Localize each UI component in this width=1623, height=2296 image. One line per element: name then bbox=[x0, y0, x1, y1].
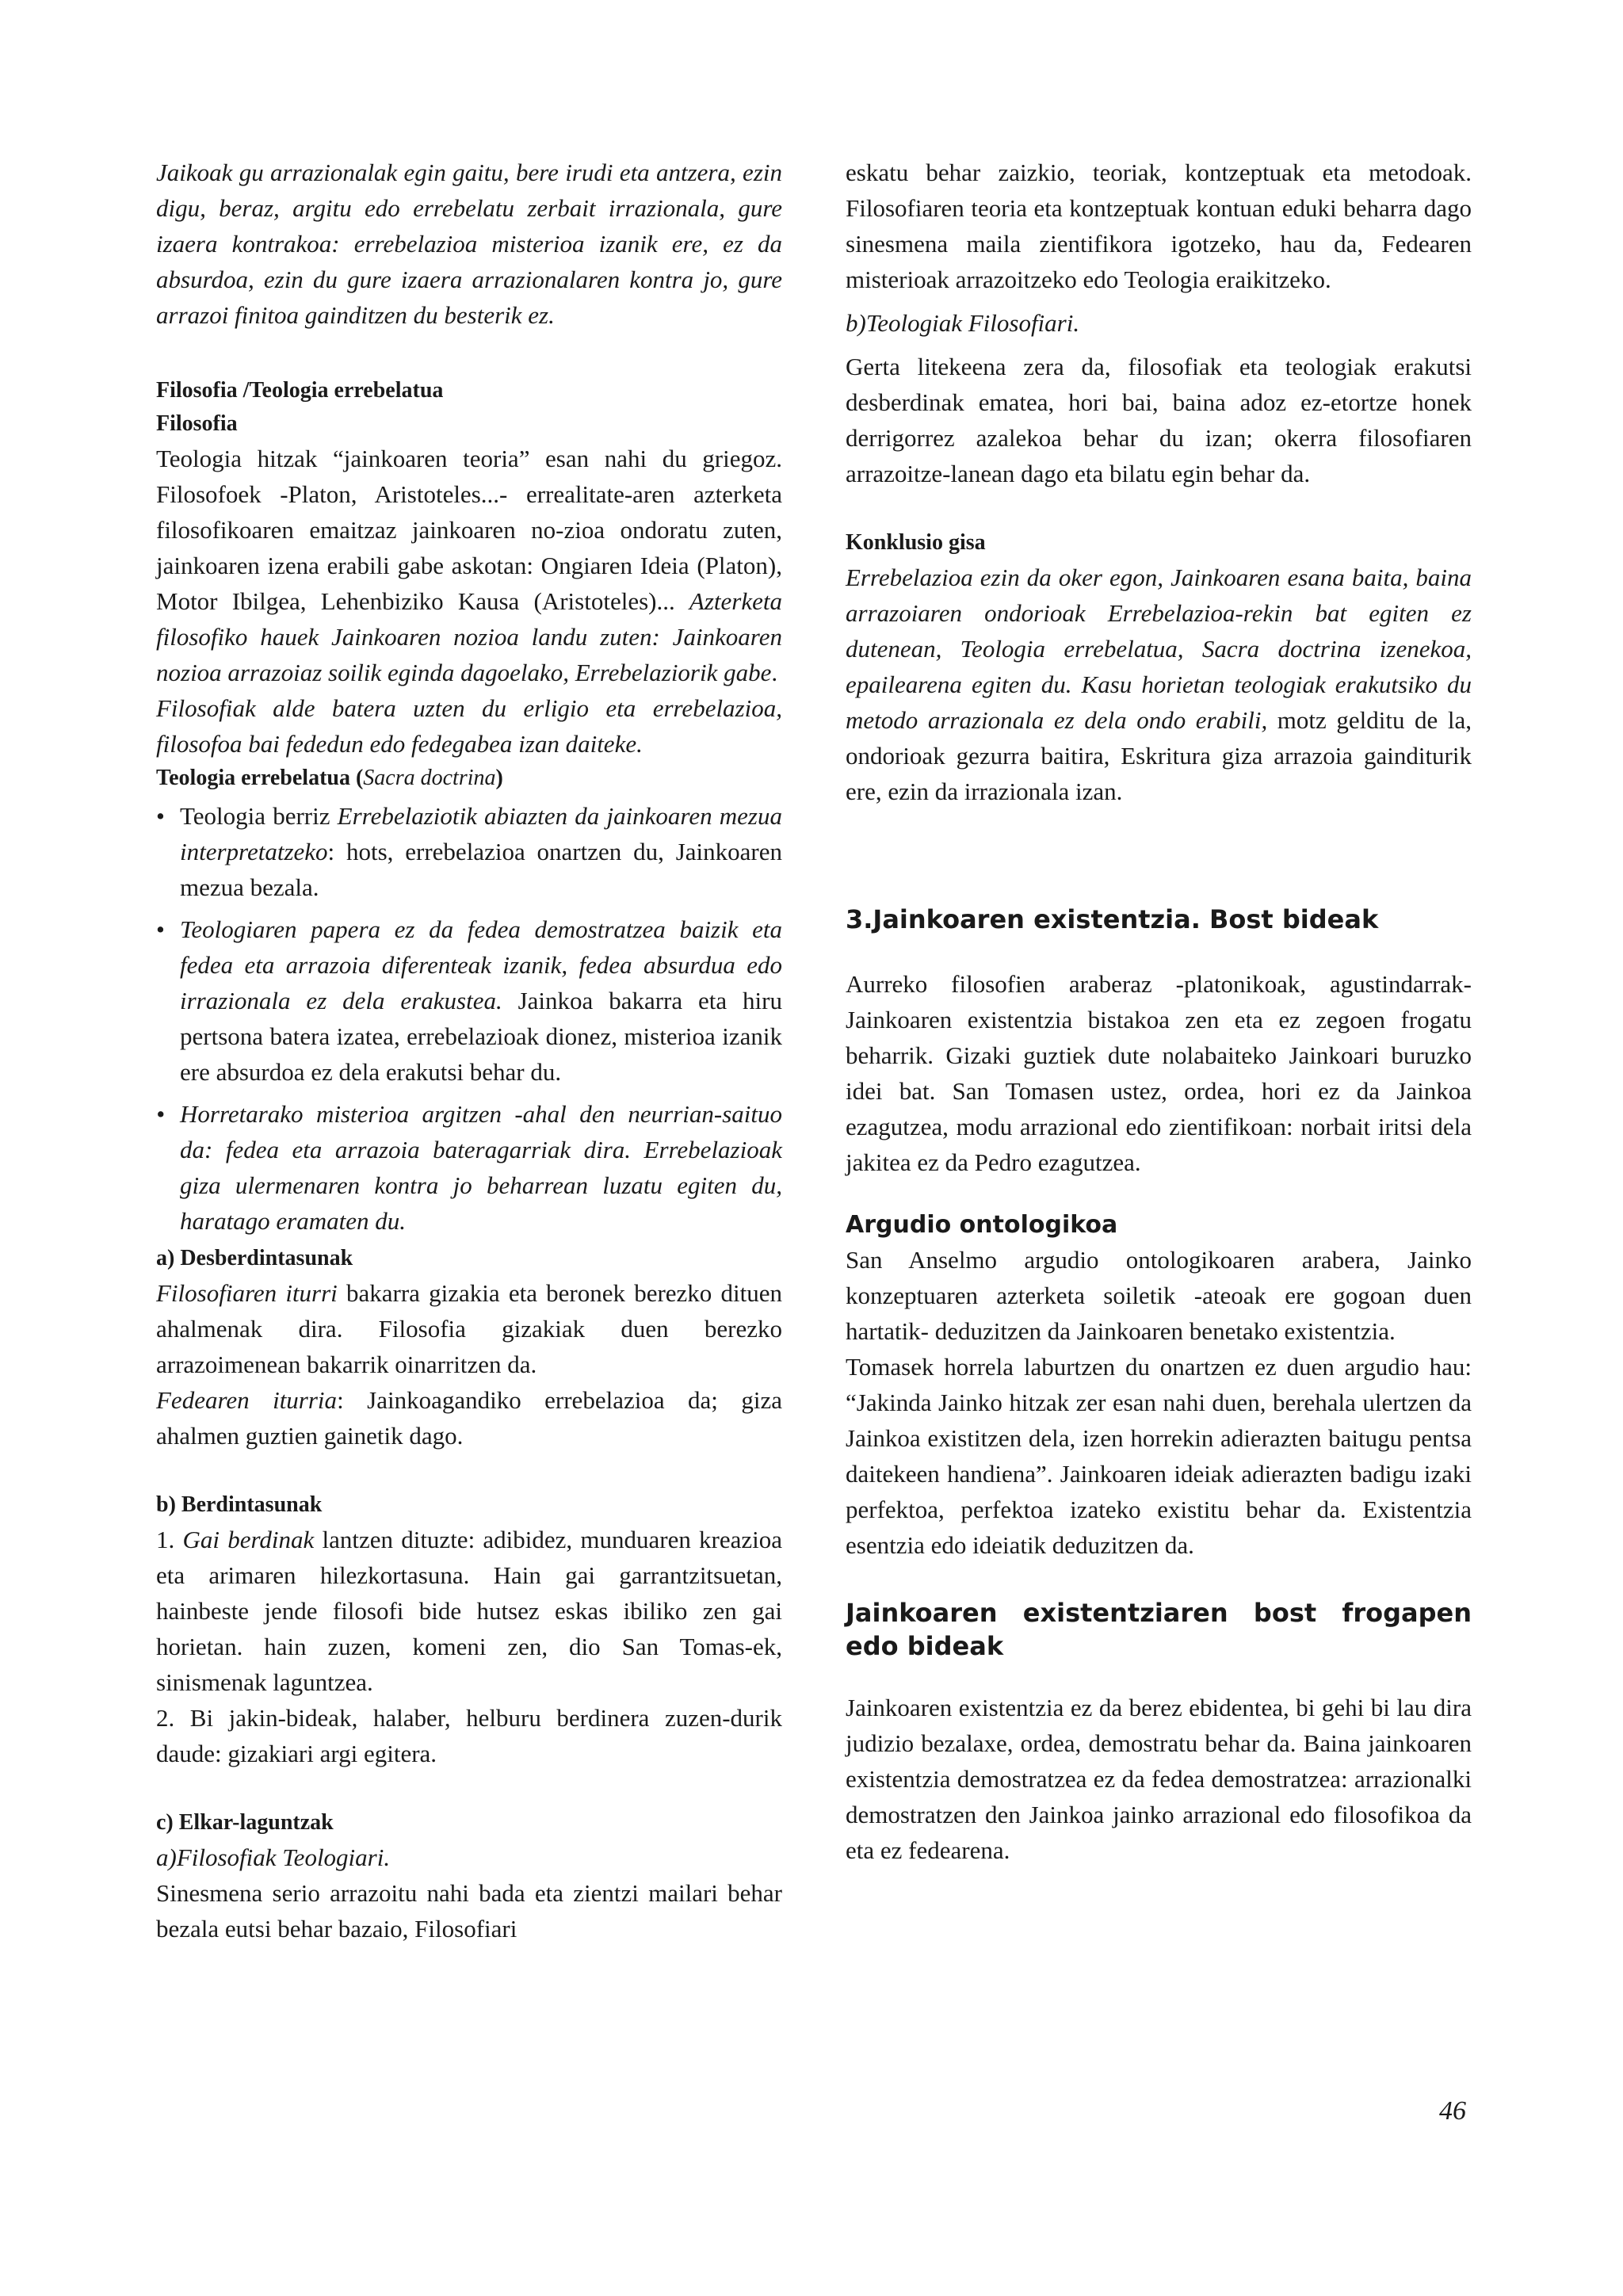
page-number: 46 bbox=[1439, 2096, 1466, 2126]
berdintasunak-paragraph-2: 2. Bi jakin-bideak, halaber, helburu berdinera zuzen-durik daude: gizakiari argi egitera. bbox=[156, 1704, 782, 1767]
heading-desberdintasunak: a) Desberdintasunak bbox=[156, 1246, 353, 1270]
section-3-paragraph: Aurreko filosofien araberaz -platonikoak, agustindarrak- Jainkoaren existentzia bistakoa zen eta ez zegoen frogatu beharrik. Gizaki guztiek dute nolabaiteko Jainkoari buruzko idei bat. San Tomasen ustez, ordea, hori ez da Jainkoa ezagutzea, modu arrazional edo zientifikoan: norbait iritsi dela jakitea ez da Pedro ezagutzea. bbox=[846, 970, 1472, 1176]
heading-filosofia: Filosofia bbox=[156, 411, 238, 436]
ontologikoa-title: Argudio ontologikoa bbox=[846, 1211, 1118, 1239]
elkar-laguntzak-subheading-a: a)Filosofiak Teologiari. bbox=[156, 1843, 391, 1871]
bost-bideak-paragraph: Jainkoaren existentzia ez da berez ebidentea, bi gehi bi lau dira judizio bezalaxe, ordea, demostratu behar da. Baina jainkoaren existentzia demostratzea ez da fedea demostratzea: arrazionalki demostratzen den Jainkoa jainko arrazional edo filosofikoa da eta ez fedearena. bbox=[846, 1694, 1472, 1864]
list-item: • Teologia berriz Errebelaziotik abiazten da jainkoaren mezua interpretatzeko: hots, errebelazioa onartzen du, Jainkoaren mezua bezala. bbox=[156, 798, 782, 905]
left-column bbox=[156, 155, 782, 1946]
heading-teologia: Teologia errebelatua (Sacra doctrina) bbox=[156, 766, 503, 790]
heading-konklusio: Konklusio gisa bbox=[846, 530, 986, 555]
desberdintasunak-paragraph-2: Fedearen iturria: Jainkoagandiko errebelazioa da; giza ahalmen guztien gainetik dago. bbox=[156, 1386, 782, 1450]
right-column bbox=[846, 155, 1472, 1868]
intro-quote: Jaikoak gu arrazionalak egin gaitu, bere irudi eta antzera, ezin digu, beraz, argitu edo errebelatu zerbait irrazionala, gure izaera kontrakoa: errebelazioa misterioa izanik ere, ez da absurdoa, ezin du gure izaera arrazionalaren kontra jo, gure arrazoi finitoa gainditzen du besterik ez. bbox=[156, 159, 782, 329]
heading-berdintasunak: b) Berdintasunak bbox=[156, 1492, 323, 1517]
teologiak-filosofiari-paragraph: Gerta litekeena zera da, filosofiak eta teologiak erakutsi desberdinak ematea, hori bai, baina adoz ez-etortze honek derrigorrez azalekoa behar du izan; okerra filosofiaren arrazoitze-lanean dago eta bilatu egin behar da. bbox=[846, 353, 1472, 487]
ontologikoa-paragraph-2: Tomasek horrela laburtzen du onartzen ez duen argudio hau: “Jakinda Jainko hitzak zer esan nahi duen, berehala ulertzen da Jainkoa existitzen dela, izen horrekin adierazten baitugu pentsa daitekeen handiena”. Jainkoaren ideiak adierazten badigu izaki perfektoa, perfektoa izateko existitu behar da. Existentzia esentzia edo ideiatik deduzitzen da. bbox=[846, 1353, 1472, 1559]
list-item: • Horretarako misterioa argitzen -ahal den neurrian-saituo da: fedea eta arrazoia bateragarriak dira. Errebelazioak giza ulermenaren kontra jo beharrean luzatu egiten du, haratago eramaten du. bbox=[156, 1096, 782, 1239]
desberdintasunak-paragraph-1: Filosofiaren iturri bakarra gizakia eta beronek berezko dituen ahalmenak dira. Filosofia gizakiak duen berezko arrazoimenean bakarrik oinarritzen da. bbox=[156, 1279, 782, 1378]
konklusio-paragraph: Errebelazioa ezin da oker egon, Jainkoaren esana baita, baina arrazoiaren ondorioak Errebelazioa-rekin bat egiten ez dutenean, Teologia errebelatua, Sacra doctrina izenekoa, epailearena egiten du. Kasu horietan teologiak erakutsiko du metodo arrazionala ez dela ondo erabili, motz gelditu de la, ondorioak gezurra baitira, Eskritura giza arrazoia gainditurik ere, ezin da irrazionala izan. bbox=[846, 563, 1472, 805]
teologiak-filosofiari-subheading: b)Teologiak Filosofiari. bbox=[846, 309, 1080, 337]
list-item: • Teologiaren papera ez da fedea demostratzea baizik eta fedea eta arrazoia diferenteak izanik, fedea absurdua edo irrazionala ez dela erakustea. Jainkoa bakarra eta hiru pertsona batera izatea, errebelazioak dionez, misterioa izanik ere absurdoa ez dela erakutsi behar du. bbox=[156, 911, 782, 1090]
heading-main: Filosofia /Teologia errebelatua bbox=[156, 378, 444, 403]
filosofia-paragraph-2: Filosofiak alde batera uzten du erligio eta errebelazioa, filosofoa bai fededun edo fedegabea izan daiteke. bbox=[156, 694, 782, 758]
teologia-bullet-list bbox=[156, 798, 782, 1239]
berdintasunak-paragraph-1: 1. Gai berdinak lantzen dituzte: adibidez, munduaren kreazioa eta arimaren hilezkortasuna. Hain gai garrantzitsuetan, hainbeste jende filosofi bide hutsez eskas ibiliko zen gai horietan. hain zuzen, komeni zen, dio San Tomas-ek, sinismenak laguntzea. bbox=[156, 1526, 783, 1696]
filosofia-paragraph-1: Teologia hitzak “jainkoaren teoria” esan nahi du griegoz. Filosofoek -Platon, Aristoteles...- errealitate-aren azterketa filosofikoaren emaitzaz jainkoaren no-zioa ondoratu zuten, jainkoaren izena erabili gabe askotan: Ongiaren Ideia (Platon), Motor Ibilgea, Lehenbiziko Kausa (Aristoteles)... Azterketa filosofiko hauek Jainkoaren nozioa landu zuten: Jainkoaren nozioa arrazoiaz soilik eginda dagoelako, Errebelaziorik gabe. bbox=[156, 445, 782, 686]
bost-bideak-title: Jainkoaren existentziaren bost frogapen edo bideak bbox=[846, 1598, 1472, 1661]
continued-paragraph: eskatu behar zaizkio, teoriak, kontzeptuak eta metodoak. Filosofiaren teoria eta kontzeptuak kontuan eduki beharra dago sinesmena maila zientifikora igotzeko, hau da, Fedearen misterioak arrazoitzeko edo Teologia eraikitzeko. bbox=[846, 159, 1472, 293]
elkar-laguntzak-paragraph-1: Sinesmena serio arrazoitu nahi bada eta zientzi mailari behar bezala eutsi behar bazaio, Filosofiari bbox=[156, 1879, 782, 1943]
ontologikoa-paragraph-1: San Anselmo argudio ontologikoaren arabera, Jainko konzeptuaren azterketa soiletik -ateoak ere gogoan duen hartatik- deduzitzen da Jainkoaren benetako existentzia. bbox=[846, 1246, 1472, 1345]
section-3-title: 3.Jainkoaren existentzia. Bost bideak bbox=[846, 904, 1379, 934]
heading-elkar-laguntzak: c) Elkar-laguntzak bbox=[156, 1810, 334, 1835]
